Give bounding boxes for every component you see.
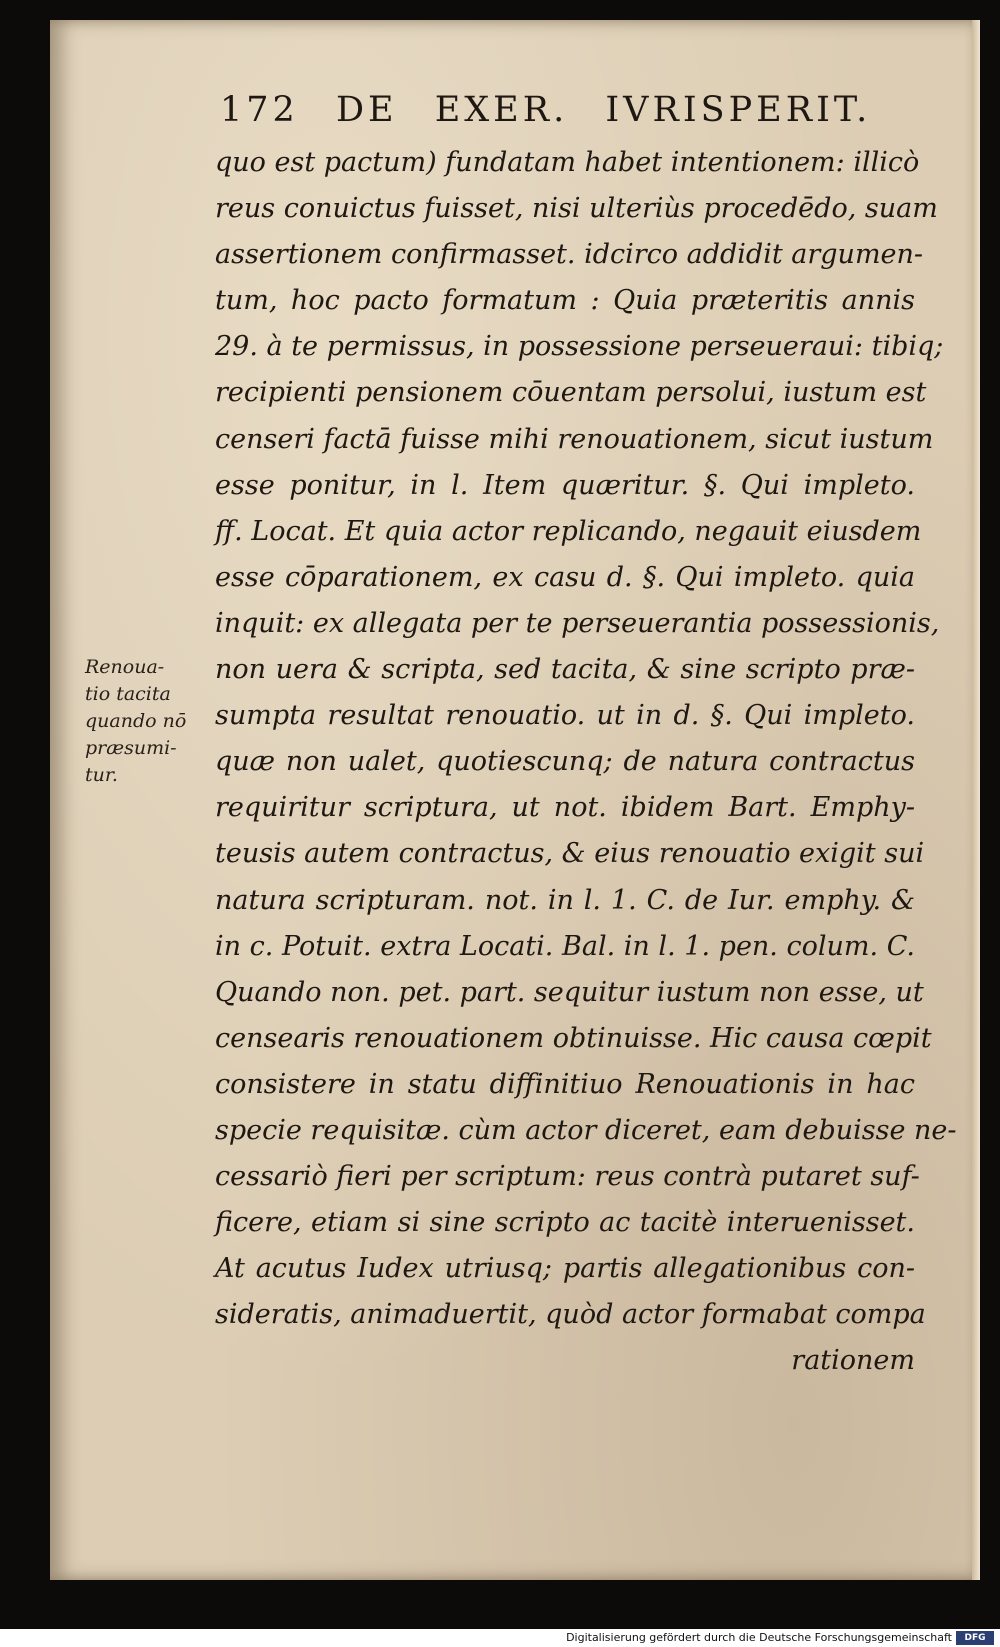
digitization-credit: Digitalisierung gefördert durch die Deutsche Forschungsgemeinschaft [566, 1631, 952, 1644]
running-head-word: DE [335, 90, 398, 130]
text-line: censeri factā fuisse mihi renouationem, sicut iustum [215, 423, 934, 455]
text-line: quo est pactum) fundatam habet intentionem: illicò [215, 147, 920, 178]
text-line: teusis autem contractus, & eius renouatio exigit sui [215, 838, 925, 870]
running-head-word: IVRISPERIT. [605, 90, 872, 130]
text-line: requiritur scriptura, ut not. ibidem Bart. Emphy- [215, 792, 915, 824]
page-edge [972, 20, 980, 1580]
dfg-logo: DFG [956, 1631, 994, 1645]
text-line: sideratis, animaduertit, quòd actor formabat compa [215, 1299, 926, 1331]
text-line: ff. Locat. Et quia actor replicando, negauit eiusdem [215, 515, 922, 547]
text-line: sumpta resultat renouatio. ut in d. §. Qui impleto. [215, 700, 915, 732]
text-line: quæ non ualet, quotiescunq; de natura contractus [215, 746, 915, 778]
text-line: in c. Potuit. extra Locati. Bal. in l. 1. pen. colum. C. [215, 930, 915, 962]
running-head-word: EXER. [434, 90, 569, 130]
text-line: esse cōparationem, ex casu d. §. Qui impleto. quia [215, 561, 915, 593]
page-number: 172 [220, 90, 299, 130]
text-line: non uera & scripta, sed tacita, & sine scripto præ- [215, 654, 915, 686]
text-line: esse ponitur, in l. Item quæritur. §. Qui impleto. [215, 469, 915, 501]
text-line: censearis renouationem obtinuisse. Hic causa cœpit [215, 1022, 932, 1054]
text-line: ficere, etiam si sine scripto ac tacitè interuenisset. [215, 1207, 915, 1239]
text-line: reus conuictus fuisset, nisi ulteriùs procedēdo, suam [215, 193, 938, 225]
text-line: recipienti pensionem cōuentam persolui, iustum est [215, 377, 927, 409]
text-line: natura scripturam. not. in l. 1. C. de Iur. emphy. & [215, 884, 915, 916]
text-line: inquit: ex allegata per te perseuerantia possessionis, [215, 607, 940, 639]
text-line: consistere in statu diffinitiuo Renouationis in hac [215, 1068, 915, 1100]
text-line: At acutus Iudex utriusq; partis allegationibus con- [215, 1253, 915, 1285]
text-line: Quando non. pet. part. sequitur iustum non esse, ut [215, 976, 924, 1008]
catchword: rationem [791, 1345, 915, 1377]
margin-note-line: Renoua- [85, 656, 165, 678]
margin-note-line: quando nō [85, 710, 187, 732]
margin-note [85, 654, 215, 789]
text-line: cessariò fieri per scriptum: reus contrà putaret suf- [215, 1161, 920, 1193]
text-line: specie requisitæ. cùm actor diceret, eam debuisse ne- [215, 1114, 957, 1146]
margin-note-line: præsumi- [85, 737, 177, 759]
margin-note-line: tio tacita [85, 683, 171, 705]
text-line: 29. à te permissus, in possessione perseueraui: tibiq; [215, 331, 944, 363]
text-line: assertionem confirmasset. idcirco addidit argumen- [215, 239, 924, 271]
margin-note-line: tur. [85, 764, 118, 786]
text-line: tum, hoc pacto formatum : Quia præteritis annis [215, 285, 915, 317]
running-head [220, 90, 920, 130]
body-text [215, 140, 957, 1385]
